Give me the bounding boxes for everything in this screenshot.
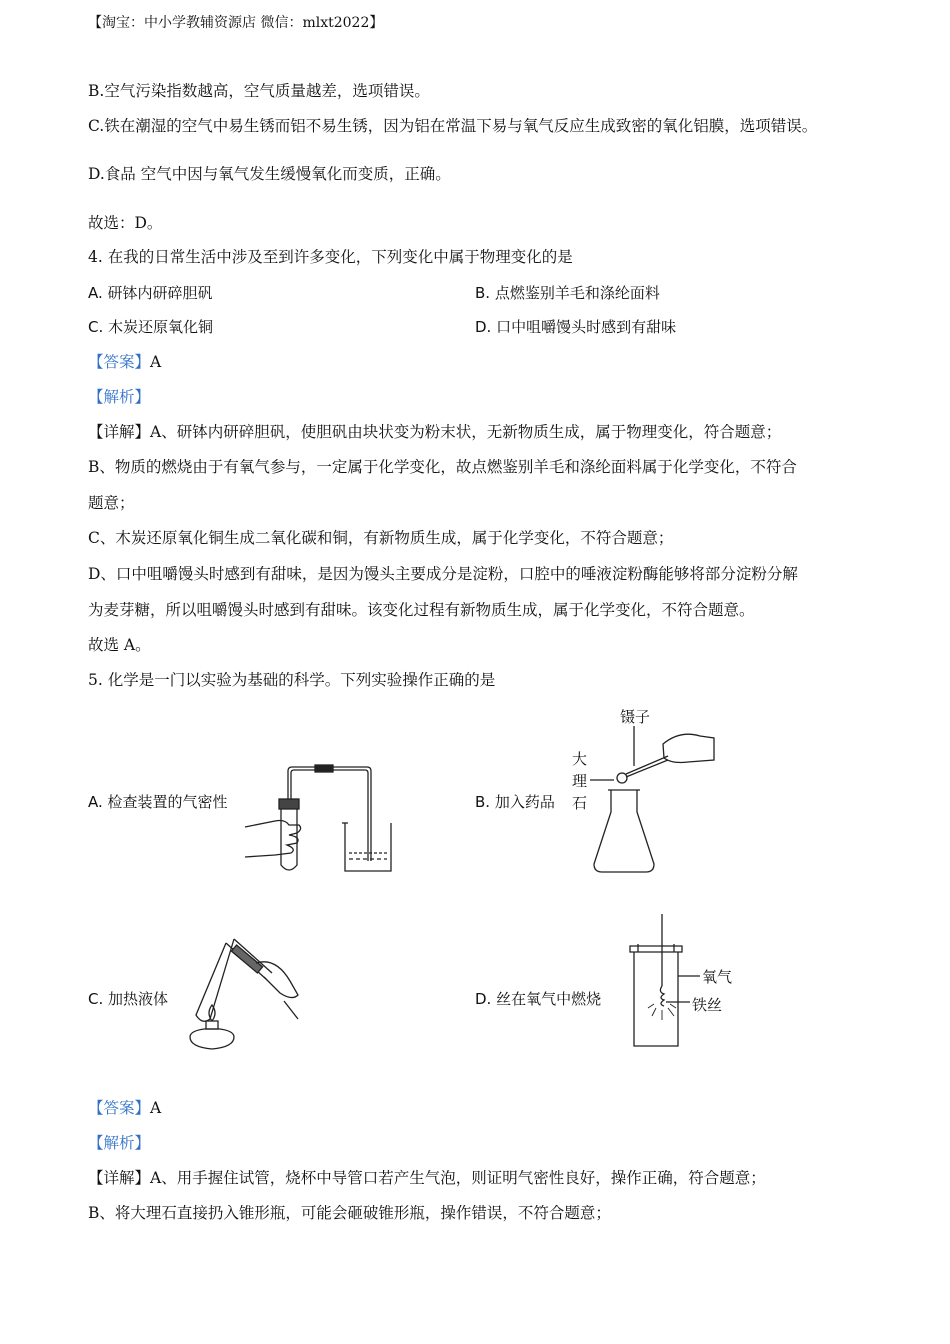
- q4-option-c: C. 木炭还原氧化铜: [88, 318, 214, 336]
- q4-option-a: A. 研钵内研碎胆矾: [88, 284, 213, 302]
- q5-detail-a-text: A、用手握住试管，烧杯中导管口若产生气泡，则证明气密性良好，操作正确，符合题意；: [150, 1169, 766, 1187]
- q4-detail-d-line2: 为麦芽糖，所以咀嚼馒头时感到有甜味。该变化过程有新物质生成，属于化学变化，不符合题意。: [88, 601, 755, 619]
- q4-detail-b-line2: 题意；: [88, 494, 135, 512]
- q5-detail-a: [88, 1167, 766, 1189]
- q5-option-b: B. 加入药品: [475, 793, 555, 811]
- prev-option-c-explanation: C.铁在潮湿的空气中易生锈而铝不易生锈，因为铝在常温下易与氧气反应生成致密的氧化铝膜，选项错误。: [88, 117, 818, 135]
- fig-b-label-da: 大: [572, 750, 588, 768]
- q4-analysis-label: 【解析】: [88, 388, 151, 406]
- prev-conclusion: 故选：D。: [88, 214, 163, 232]
- q4-stem: 4. 在我的日常生活中涉及至到许多变化，下列变化中属于物理变化的是: [88, 248, 573, 266]
- page-header: 【淘宝：中小学教辅资源店 微信：mlxt2022】: [88, 15, 384, 31]
- q5-analysis-label: 【解析】: [88, 1134, 151, 1152]
- q4-answer-value: A: [150, 353, 162, 371]
- q4-detail-a-text: A、研钵内研碎胆矾，使胆矾由块状变为粉末状，无新物质生成，属于物理变化，符合题意；: [150, 423, 782, 441]
- fig-b-label-tweezers: 镊子: [620, 708, 651, 726]
- q5-option-a: A. 检查装置的气密性: [88, 793, 228, 811]
- q5-stem: 5. 化学是一门以实验为基础的科学。下列实验操作正确的是: [88, 671, 496, 689]
- figure-d-iron-wire-oxygen: [622, 912, 752, 1052]
- q4-detail-d-line1: D、口中咀嚼馒头时感到有甜味，是因为馒头主要成分是淀粉，口腔中的唾液淀粉酶能够将部分淀粉分解: [88, 565, 798, 583]
- q4-detail-label: 【详解】: [88, 423, 151, 441]
- fig-d-label-iron-wire: 铁丝: [692, 996, 723, 1014]
- q4-detail-c: C、木炭还原氧化铜生成二氧化碳和铜，有新物质生成，属于化学变化，不符合题意；: [88, 529, 674, 547]
- q5-detail-label: 【详解】: [88, 1169, 151, 1187]
- fig-b-label-li: 理: [572, 772, 588, 790]
- figure-b-adding-marble: [568, 704, 728, 879]
- figure-c-heating-liquid: [180, 935, 310, 1060]
- fig-b-label-shi: 石: [572, 794, 588, 812]
- q4-answer: [88, 351, 161, 373]
- q5-answer-label: 【答案】: [88, 1099, 151, 1117]
- q4-answer-label: 【答案】: [88, 353, 151, 371]
- q5-detail-b: B、将大理石直接扔入锥形瓶，可能会砸破锥形瓶，操作错误，不符合题意；: [88, 1204, 611, 1222]
- q5-answer-value: A: [150, 1099, 162, 1117]
- q4-conclusion: 故选 A。: [88, 636, 151, 654]
- figure-a-airtightness: [245, 765, 405, 880]
- q4-detail-a: [88, 421, 781, 443]
- q5-answer: [88, 1097, 161, 1119]
- q5-option-c: C. 加热液体: [88, 990, 169, 1008]
- q4-detail-b-line1: B、物质的燃烧由于有氧气参与，一定属于化学变化，故点燃鉴别羊毛和涤纶面料属于化学变化，不符合: [88, 458, 797, 476]
- prev-option-b-explanation: B.空气污染指数越高，空气质量越差，选项错误。: [88, 82, 430, 100]
- prev-option-d-explanation: D.食品 空气中因与氧气发生缓慢氧化而变质，正确。: [88, 165, 451, 183]
- q4-option-d: D. 口中咀嚼馒头时感到有甜味: [475, 318, 677, 336]
- q5-option-d: D. 丝在氧气中燃烧: [475, 990, 602, 1008]
- fig-d-label-oxygen: 氧气: [702, 968, 733, 986]
- q4-option-b: B. 点燃鉴别羊毛和涤纶面料: [475, 284, 660, 302]
